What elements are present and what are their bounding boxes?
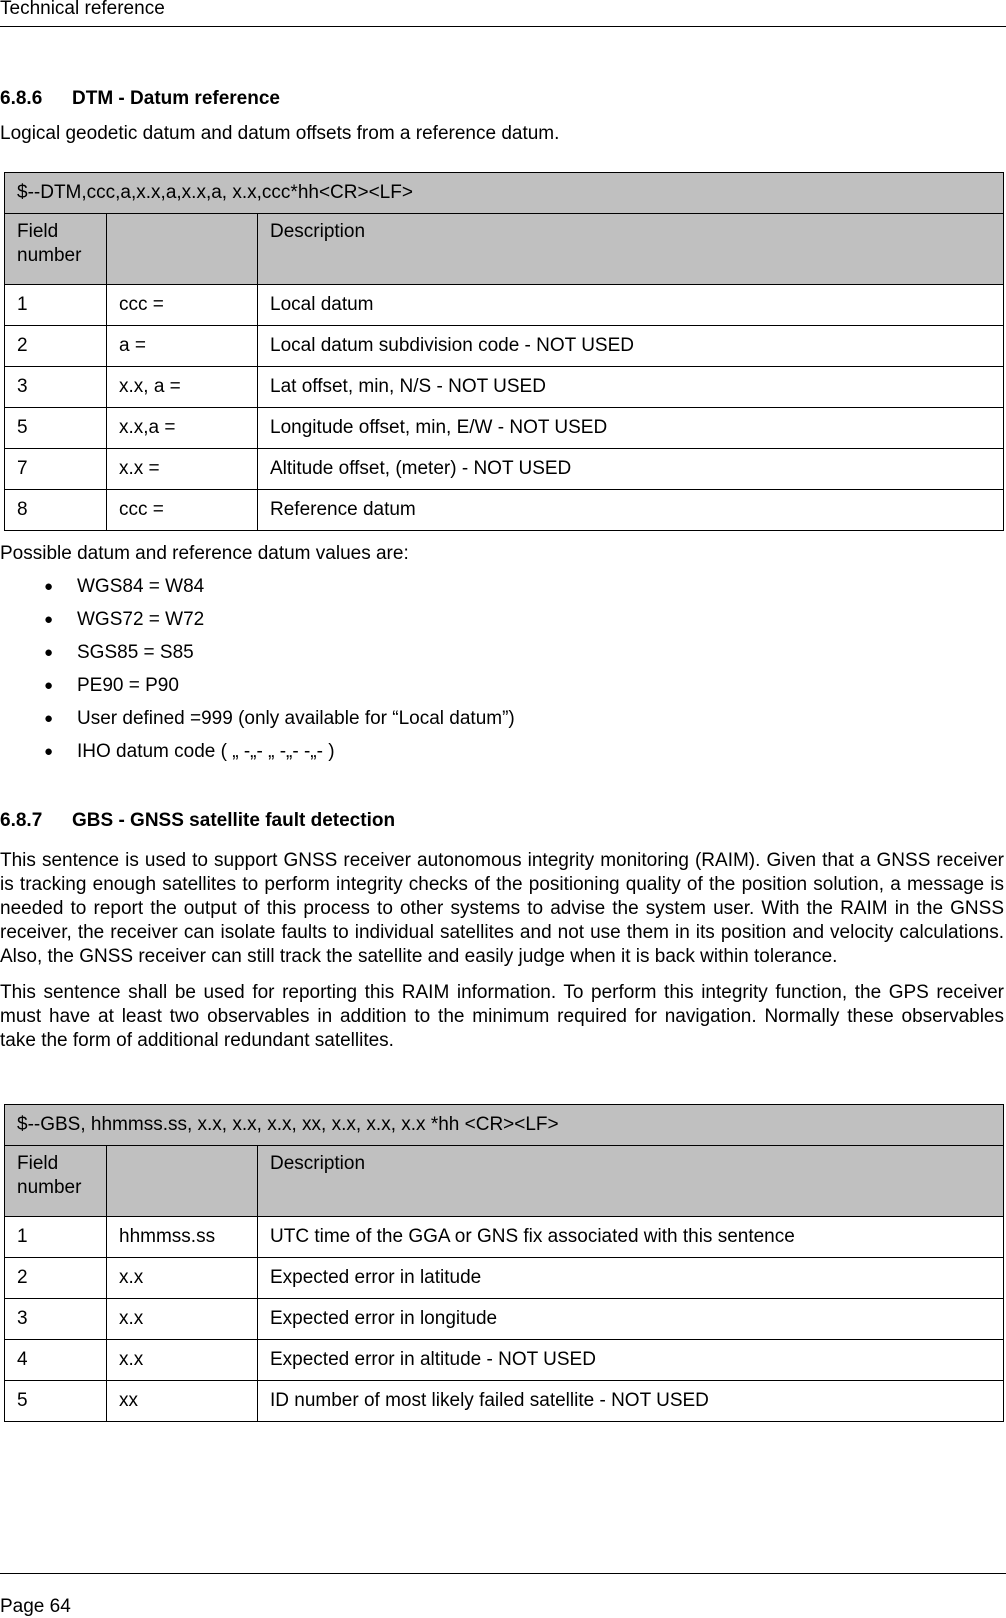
table-row: [5, 408, 1004, 449]
table-header-row: [5, 214, 1004, 285]
field-format: x.x: [107, 1299, 258, 1340]
section-heading-gbs: [0, 810, 395, 832]
field-description: ID number of most likely failed satellite - NOT USED: [258, 1381, 1004, 1422]
bullet-icon: ●: [44, 677, 54, 694]
running-header: [0, 0, 1006, 27]
column-header-blank: [107, 1146, 258, 1217]
field-format: ccc =: [107, 285, 258, 326]
table-row: [5, 367, 1004, 408]
bullet-icon: ●: [44, 578, 54, 595]
field-format: x.x: [107, 1340, 258, 1381]
section-title: GBS - GNSS satellite fault detection: [72, 810, 396, 831]
bullet-icon: ●: [44, 710, 54, 727]
field-format: xx: [107, 1381, 258, 1422]
section-title: DTM - Datum reference: [72, 88, 280, 109]
field-number: 4: [5, 1340, 107, 1381]
field-number: 5: [5, 1381, 107, 1422]
table-row: [5, 326, 1004, 367]
field-number: 3: [5, 1299, 107, 1340]
field-description: Longitude offset, min, E/W - NOT USED: [258, 408, 1004, 449]
table-row: [5, 1258, 1004, 1299]
field-description: Altitude offset, (meter) - NOT USED: [258, 449, 1004, 490]
running-header-title: Technical reference: [0, 0, 165, 19]
gbs-paragraph-1: This sentence is used to support GNSS receiver autonomous integrity monitoring (RAIM). Given that a GNSS receiver is tracking enough satellites to perform integrity checks of the positioning quality of the position solution, a message is needed to report the output of this process to other systems to advise the system user. With the RAIM in the GNSS receiver, the receiver can isolate faults to individual satellites and not use them in its position and velocity calculations. Also, the GNSS receiver can still track the satellite and easily judge when it is back within tolerance.: [0, 850, 1004, 967]
field-description: Reference datum: [258, 490, 1004, 531]
field-format: hhmmss.ss: [107, 1217, 258, 1258]
dtm-intro: Logical geodetic datum and datum offsets from a reference datum.: [0, 123, 560, 144]
table-row: [5, 1340, 1004, 1381]
field-number: 3: [5, 367, 107, 408]
field-number: 8: [5, 490, 107, 531]
column-header-field: Field number: [5, 1146, 107, 1217]
field-format: x.x =: [107, 449, 258, 490]
column-header-field: Field number: [5, 214, 107, 285]
field-number: 1: [5, 285, 107, 326]
field-description: Expected error in altitude - NOT USED: [258, 1340, 1004, 1381]
field-number: 2: [5, 1258, 107, 1299]
field-number: 5: [5, 408, 107, 449]
section-heading-dtm: [0, 88, 280, 110]
gbs-paragraph-2: This sentence shall be used for reporting this RAIM information. To perform this integrity function, the GPS receiver must have at least two observables in addition to the minimum required for navigation. Normally these observables take the form of additional redundant satellites.: [0, 982, 1004, 1051]
table-row: [5, 490, 1004, 531]
values-intro: Possible datum and reference datum values are:: [0, 543, 409, 564]
field-number: 1: [5, 1217, 107, 1258]
dtm-table: [4, 172, 1004, 531]
field-description: UTC time of the GGA or GNS fix associated with this sentence: [258, 1217, 1004, 1258]
table-row: [5, 1217, 1004, 1258]
column-header-description: Description: [258, 1146, 1004, 1217]
table-syntax-row: [5, 173, 1004, 214]
table-header-row: [5, 1146, 1004, 1217]
table-row: [5, 285, 1004, 326]
field-description: Lat offset, min, N/S - NOT USED: [258, 367, 1004, 408]
table-syntax-row: [5, 1105, 1004, 1146]
field-format: x.x, a =: [107, 367, 258, 408]
column-header-blank: [107, 214, 258, 285]
sentence-syntax: $--DTM,ccc,a,x.x,a,x.x,a, x.x,ccc*hh<CR><LF>: [5, 173, 1004, 214]
field-format: a =: [107, 326, 258, 367]
section-number: 6.8.7: [0, 810, 43, 831]
table-row: [5, 449, 1004, 490]
field-description: Local datum subdivision code - NOT USED: [258, 326, 1004, 367]
section-number: 6.8.6: [0, 88, 43, 109]
field-number: 2: [5, 326, 107, 367]
page-number: Page 64: [0, 1596, 71, 1617]
bullet-icon: ●: [44, 644, 54, 661]
sentence-syntax: $--GBS, hhmmss.ss, x.x, x.x, x.x, xx, x.x, x.x, x.x *hh <CR><LF>: [5, 1105, 1004, 1146]
field-format: ccc =: [107, 490, 258, 531]
field-description: Expected error in longitude: [258, 1299, 1004, 1340]
field-description: Local datum: [258, 285, 1004, 326]
column-header-description: Description: [258, 214, 1004, 285]
field-description: Expected error in latitude: [258, 1258, 1004, 1299]
table-row: [5, 1299, 1004, 1340]
table-row: [5, 1381, 1004, 1422]
page-footer: [0, 1573, 1006, 1617]
bullet-icon: ●: [44, 743, 54, 760]
field-format: x.x,a =: [107, 408, 258, 449]
field-format: x.x: [107, 1258, 258, 1299]
gbs-table: [4, 1104, 1004, 1422]
bullet-icon: ●: [44, 611, 54, 628]
field-number: 7: [5, 449, 107, 490]
